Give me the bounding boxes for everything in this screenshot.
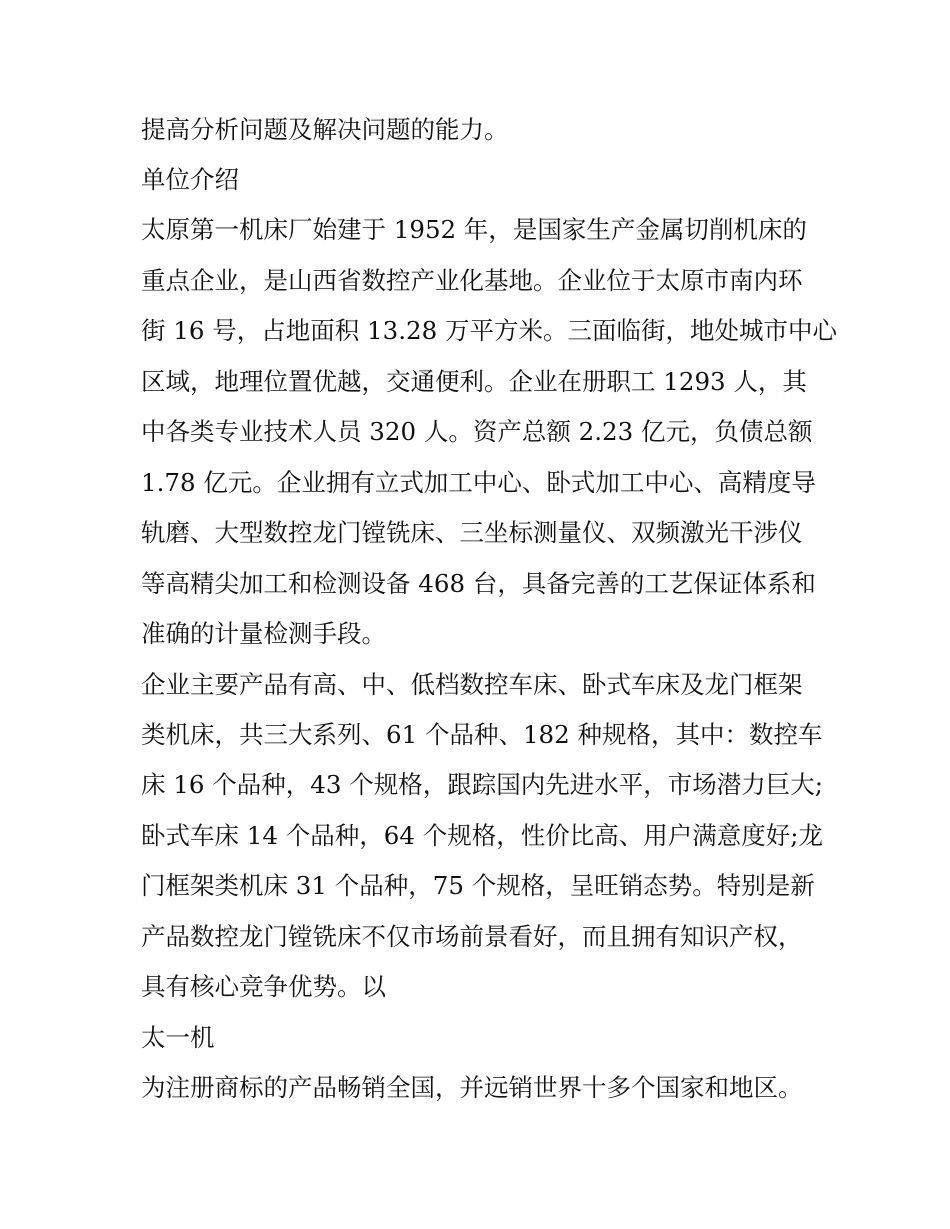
section-heading: 单位介绍: [141, 165, 239, 194]
text-line: 轨磨、大型数控龙门镗铣床、三坐标测量仪、双频激光干涉仪: [141, 518, 803, 547]
text-line: 街 16 号，占地面积 13.28 万平方米。三面临街，地处城市中心: [141, 316, 837, 345]
text-line: 具有核心竞争优势。以: [141, 972, 386, 1001]
text-line: 类机床，共三大系列、61 个品种、182 种规格，其中：数控车: [141, 720, 823, 749]
text-line: 区域，地理位置优越，交通便利。企业在册职工 1293 人，其: [141, 367, 807, 396]
text-line: 太一机: [141, 1023, 215, 1052]
text-line: 重点企业，是山西省数控产业化基地。企业位于太原市南内环: [141, 266, 803, 295]
text-line: 门框架类机床 31 个品种，75 个规格，呈旺销态势。特别是新: [141, 871, 815, 900]
text-line: 卧式车床 14 个品种，64 个规格，性价比高、用户满意度好;龙: [141, 821, 823, 850]
text-line: 为注册商标的产品畅销全国，并远销世界十多个国家和地区。: [141, 1073, 803, 1102]
text-line: 等高精尖加工和检测设备 468 台，具备完善的工艺保证体系和: [141, 569, 816, 598]
text-line: 准确的计量检测手段。: [141, 619, 386, 648]
text-line: 床 16 个品种，43 个规格，跟踪国内先进水平，市场潜力巨大;: [141, 770, 823, 799]
text-line: 中各类专业技术人员 320 人。资产总额 2.23 亿元，负债总额: [141, 417, 813, 446]
text-line: 企业主要产品有高、中、低档数控车床、卧式车床及龙门框架: [141, 670, 803, 699]
text-line: 产品数控龙门镗铣床不仅市场前景看好，而且拥有知识产权，: [141, 922, 803, 951]
text-line: 提高分析问题及解决问题的能力。: [141, 115, 509, 144]
text-line: 太原第一机床厂始建于 1952 年，是国家生产金属切削机床的: [141, 215, 807, 244]
text-line: 1.78 亿元。企业拥有立式加工中心、卧式加工中心、高精度导: [141, 468, 816, 497]
